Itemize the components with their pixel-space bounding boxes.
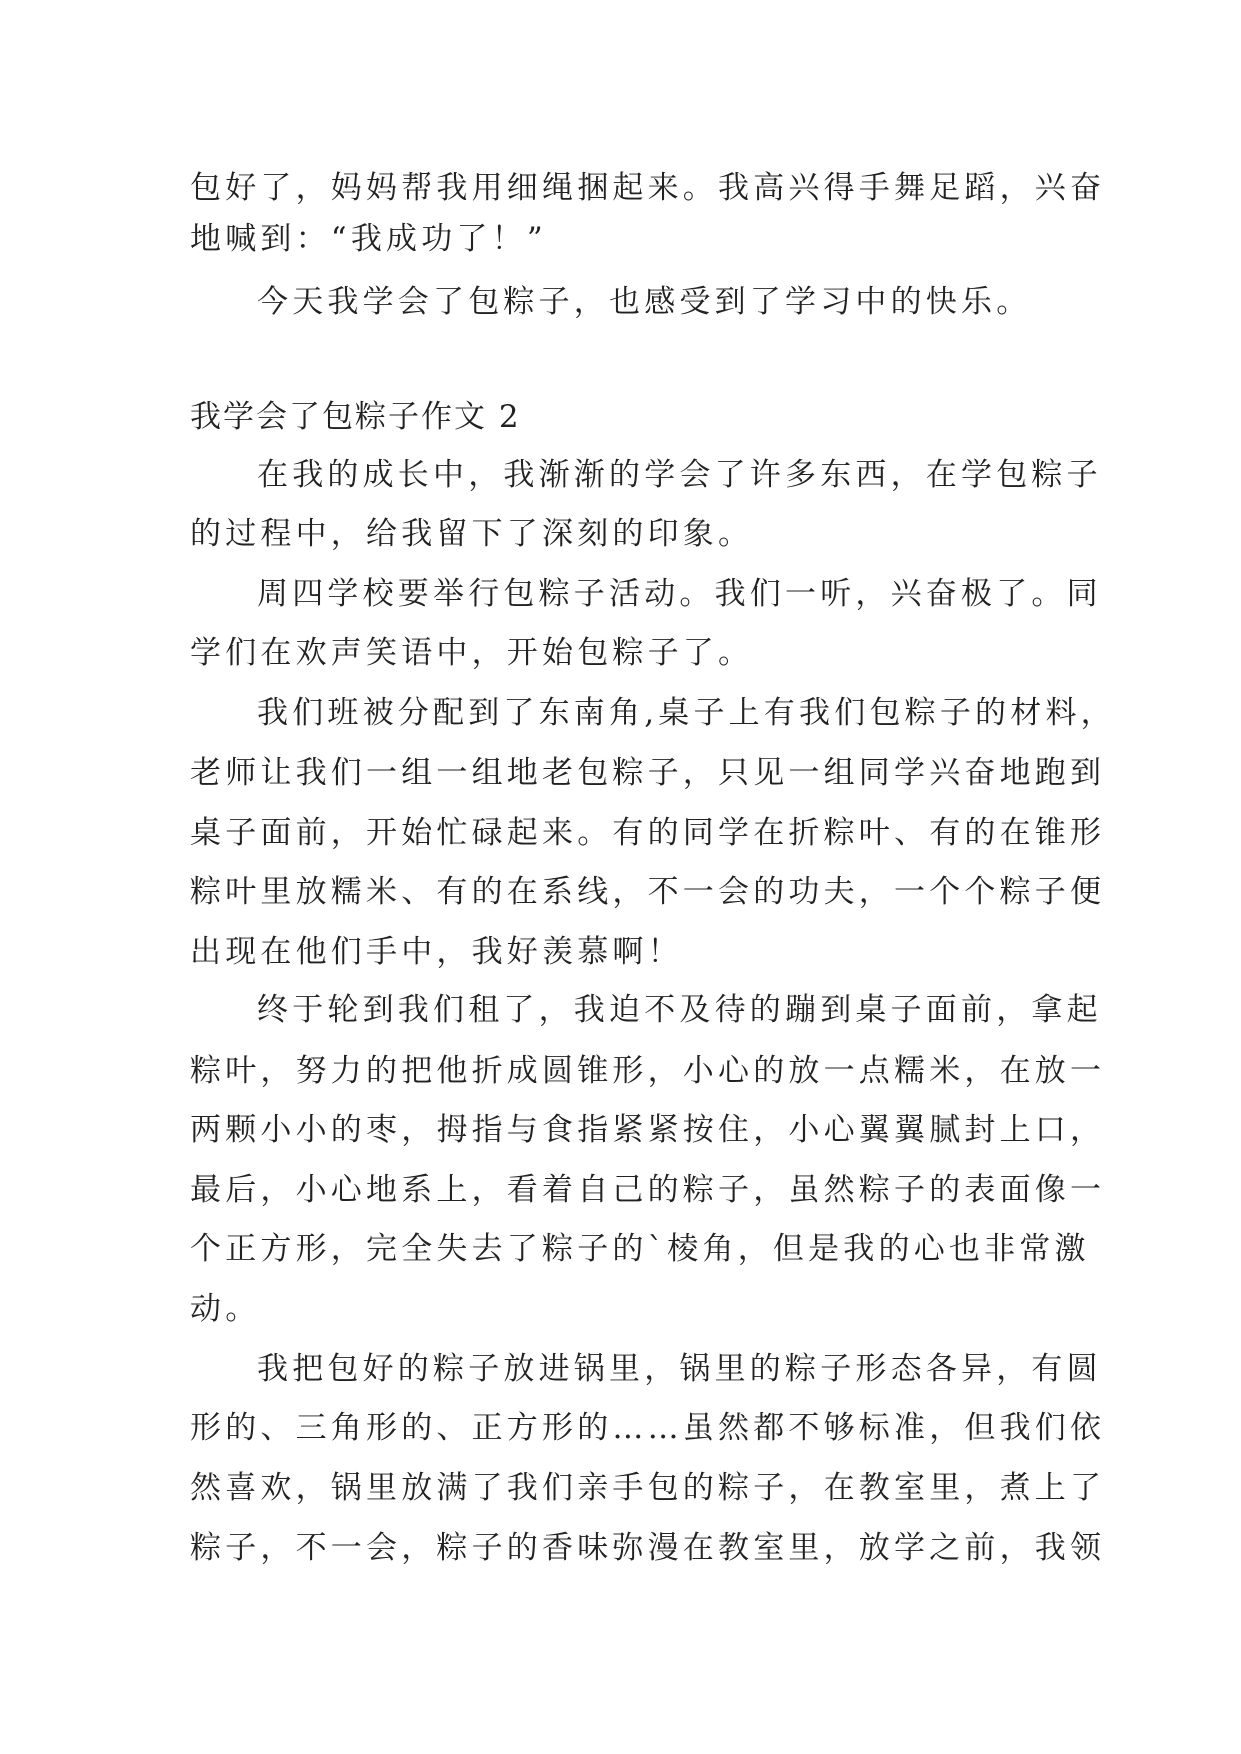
text-line: 粽叶，努力的把他折成圆锥形，小心的放一点糯米，在放一 — [190, 1053, 1106, 1089]
text-line: 的过程中，给我留下了深刻的印象。 — [190, 516, 754, 552]
text-line: 然喜欢，锅里放满了我们亲手包的粽子，在教室里，煮上了 — [190, 1470, 1106, 1506]
text-line: 在我的成长中，我渐渐的学会了许多东西，在学包粽子 — [257, 457, 1102, 493]
text-line: 桌子面前，开始忙碌起来。有的同学在折粽叶、有的在锥形 — [190, 815, 1106, 851]
text-line: 个正方形，完全失去了粽子的`棱角，但是我的心也非常激 — [190, 1231, 1090, 1267]
text-line: 形的、三角形的、正方形的……虽然都不够标准，但我们依 — [190, 1410, 1106, 1446]
text-line: 包好了，妈妈帮我用细绳捆起来。我高兴得手舞足蹈，兴奋 — [190, 170, 1106, 206]
text-line: 学们在欢声笑语中，开始包粽子了。 — [190, 635, 754, 671]
text-line: 地喊到：“我成功了！” — [190, 221, 547, 257]
section-title: 我学会了包粽子作文 2 — [190, 399, 521, 435]
text-line: 终于轮到我们租了，我迫不及待的蹦到桌子面前，拿起 — [257, 992, 1102, 1028]
text-line: 我们班被分配到了东南角,桌子上有我们包粽子的材料， — [257, 695, 1116, 731]
text-line: 周四学校要举行包粽子活动。我们一听，兴奋极了。同 — [257, 576, 1102, 612]
text-line: 最后，小心地系上，看着自己的粽子，虽然粽子的表面像一 — [190, 1172, 1106, 1208]
text-line: 今天我学会了包粽子，也感受到了学习中的快乐。 — [257, 284, 1032, 320]
text-line: 两颗小小的枣，拇指与食指紧紧按住，小心翼翼腻封上口， — [190, 1112, 1106, 1148]
text-line: 老师让我们一组一组地老包粽子，只见一组同学兴奋地跑到 — [190, 755, 1106, 791]
text-line: 我把包好的粽子放进锅里，锅里的粽子形态各异，有圆 — [257, 1351, 1102, 1387]
text-line: 动。 — [190, 1291, 261, 1327]
text-line: 出现在他们手中，我好羡慕啊！ — [190, 934, 683, 970]
text-line: 粽子，不一会，粽子的香味弥漫在教室里，放学之前，我领 — [190, 1530, 1106, 1566]
text-line: 粽叶里放糯米、有的在系线，不一会的功夫，一个个粽子便 — [190, 874, 1106, 910]
